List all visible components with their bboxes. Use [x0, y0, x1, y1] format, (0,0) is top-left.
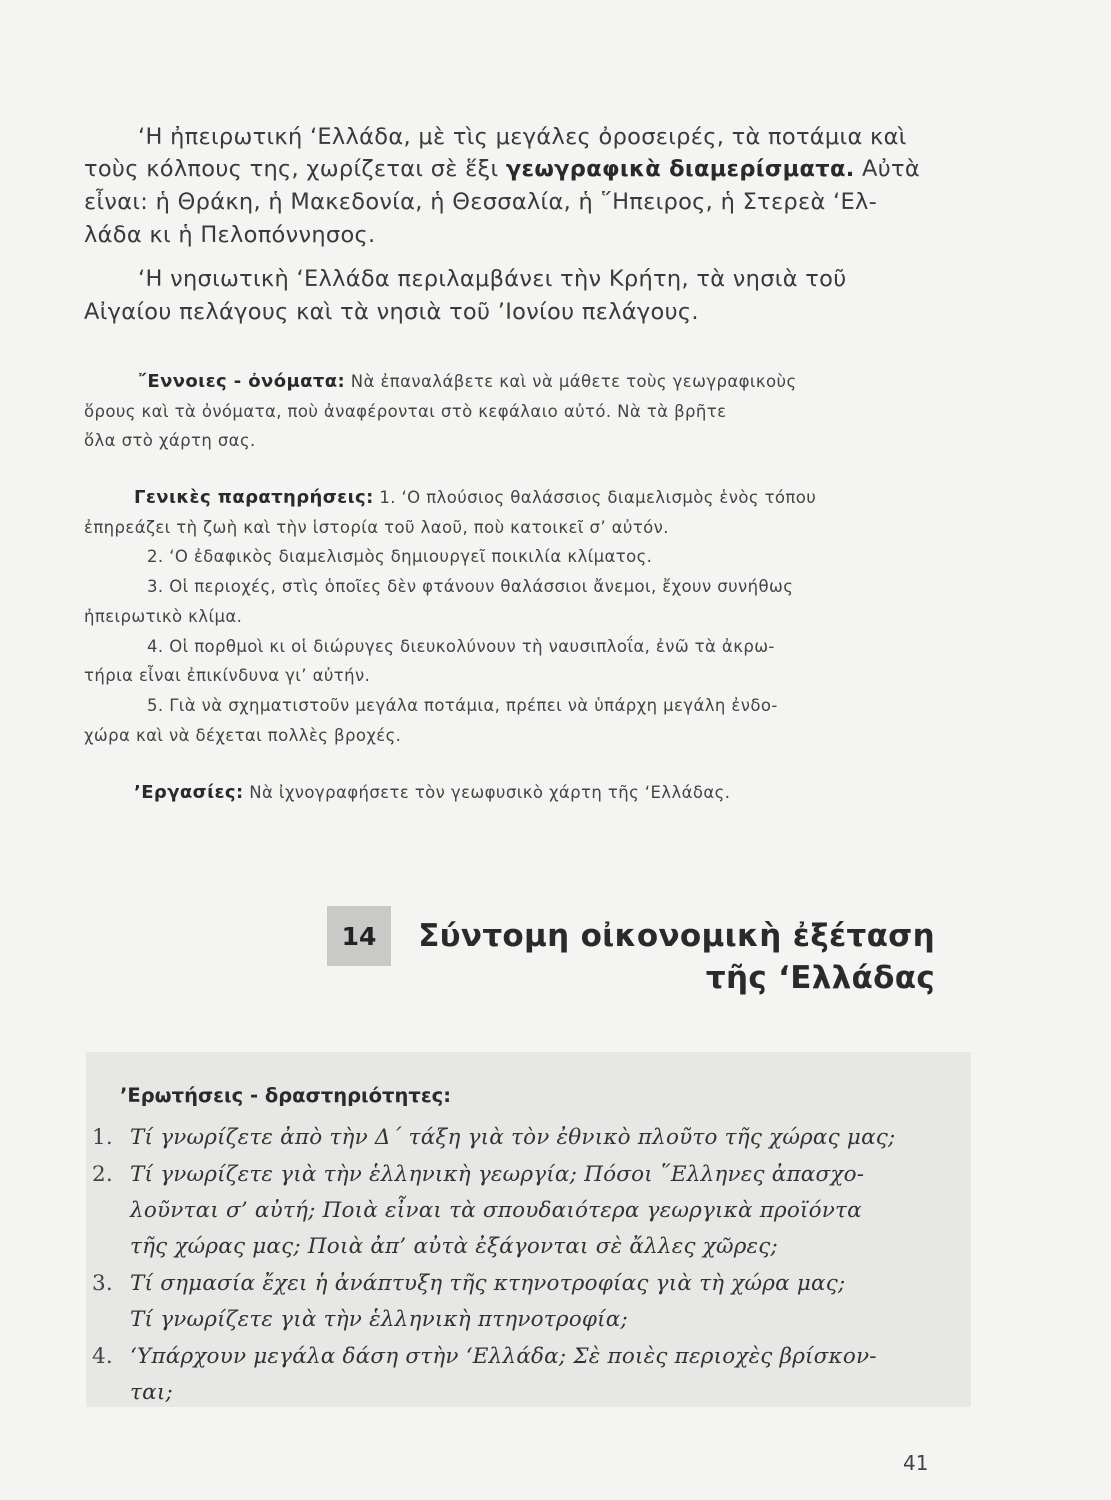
question-1 [92, 1125, 895, 1150]
page-number: 41 [903, 1451, 929, 1475]
question-2 [92, 1162, 864, 1187]
general-line-8: 5. Γιὰ νὰ σχηματιστοῦν μεγάλα ποτάμια, πρέπει νὰ ὑπάρχη μεγάλη ἐνδο- [147, 696, 778, 715]
chapter-number: 14 [327, 906, 391, 966]
intro-line-6: Αἰγαίου πελάγους καὶ τὰ νησιὰ τοῦ ’Ιονίου πελάγους. [84, 299, 699, 325]
intro-line-3: εἶναι: ἡ Θράκη, ἡ Μακεδονία, ἡ Θεσσαλία, ἡ ῞Ηπειρος, ἡ Στερεὰ ‘Ελ- [84, 189, 878, 215]
concepts-line-2: ὅρους καὶ τὰ ὀνόματα, ποὺ ἀναφέρονται στὸ κεφάλαιο αὐτό. Νὰ τὰ βρῆτε [84, 402, 727, 421]
question-3-number: 3. [92, 1271, 113, 1296]
questions-heading: ’Ερωτήσεις - δραστηριότητες: [120, 1084, 452, 1107]
general-line-1 [134, 487, 816, 508]
general-line-2: ἐπηρεάζει τὴ ζωὴ καὶ τὴν ἱστορία τοῦ λαοῦ, ποὺ κατοικεῖ σ’ αὐτόν. [84, 518, 669, 537]
general-line-3: 2. ‘Ο ἐδαφικὸς διαμελισμὸς δημιουργεῖ ποικιλία κλίματος. [147, 547, 653, 566]
tasks-label: ’Εργασίες: [134, 782, 244, 803]
general-line-5: ἠπειρωτικὸ κλίμα. [84, 607, 243, 626]
tasks-line [134, 782, 730, 803]
question-2-number: 2. [92, 1162, 113, 1187]
tasks-text: Νὰ ἰχνογραφήσετε τὸν γεωφυσικὸ χάρτη τῆς ‘Ελλάδας. [243, 783, 731, 802]
chapter-title-line-1: Σύντομη οἰκονομικὴ ἐξέταση [418, 918, 935, 954]
bold-term: γεωγραφικὰ διαμερίσματα. [505, 156, 855, 182]
question-1-number: 1. [92, 1125, 113, 1150]
question-3-line-1: Τί σημασία ἔχει ἡ ἀνάπτυξη τῆς κτηνοτροφίας γιὰ τὴ χώρα μας; [130, 1271, 846, 1296]
intro-line-2 [84, 156, 920, 182]
concepts-label: ῎Εννοιες - ὀνόματα: [138, 371, 346, 392]
intro-line-5: ‘Η νησιωτικὴ ‘Ελλάδα περιλαμβάνει τὴν Κρήτη, τὰ νησιὰ τοῦ [138, 266, 847, 292]
question-2-line-1: Τί γνωρίζετε γιὰ τὴν ἑλληνικὴ γεωργία; Πόσοι ῞Ελληνες ἀπασχο- [130, 1162, 865, 1187]
question-2-line-3: τῆς χώρας μας; Ποιὰ ἀπ’ αὐτὰ ἐξάγονται σὲ ἄλλες χῶρες; [130, 1234, 778, 1259]
general-line-9: χώρα καὶ νὰ δέχεται πολλὲς βροχές. [84, 726, 402, 745]
question-3-line-2: Τί γνωρίζετε γιὰ τὴν ἑλληνικὴ πτηνοτροφία; [130, 1307, 628, 1332]
concepts-text-1: Νὰ ἐπαναλάβετε καὶ νὰ μάθετε τοὺς γεωγραφικοὺς [345, 372, 797, 391]
general-line-7: τήρια εἶναι ἐπικίνδυνα γι’ αὐτήν. [84, 666, 371, 685]
question-4-line-2: ται; [130, 1380, 173, 1405]
intro-line-4: λάδα κι ἡ Πελοπόννησος. [84, 222, 376, 248]
question-1-line-1: Τί γνωρίζετε ἀπὸ τὴν Δ΄ τάξη γιὰ τὸν ἐθνικὸ πλοῦτο τῆς χώρας μας; [130, 1125, 896, 1150]
question-4-number: 4. [92, 1344, 113, 1369]
intro-line-2-after: Αὐτὰ [854, 156, 921, 182]
general-line-6: 4. Οἱ πορθμοὶ κι οἱ διώρυγες διευκολύνουν τὴ ναυσιπλοΐα, ἐνῶ τὰ ἀκρω- [147, 637, 775, 656]
intro-line-2-text: τοὺς κόλπους της, χωρίζεται σὲ ἕξι [84, 156, 499, 182]
chapter-title-line-2: τῆς ‘Ελλάδας [705, 960, 935, 996]
concepts-line-1 [138, 371, 797, 392]
general-text-1: 1. ‘Ο πλούσιος θαλάσσιος διαμελισμὸς ἑνὸς τόπου [373, 488, 817, 507]
general-label: Γενικὲς παρατηρήσεις: [134, 487, 374, 508]
question-4-line-1: ‘Υπάρχουν μεγάλα δάση στὴν ‘Ελλάδα; Σὲ ποιὲς περιοχὲς βρίσκον- [130, 1344, 877, 1369]
general-line-4: 3. Οἱ περιοχές, στὶς ὁποῖες δὲν φτάνουν θαλάσσιοι ἄνεμοι, ἔχουν συνήθως [147, 577, 794, 596]
question-3 [92, 1271, 845, 1296]
question-4 [92, 1344, 877, 1369]
intro-line-1: ‘Η ἠπειρωτική ‘Ελλάδα, μὲ τὶς μεγάλες ὀροσειρές, τὰ ποτάμια καὶ [138, 124, 907, 150]
concepts-line-3: ὅλα στὸ χάρτη σας. [84, 431, 256, 450]
question-2-line-2: λοῦνται σ’ αὐτή; Ποιὰ εἶναι τὰ σπουδαιότερα γεωργικὰ προϊόντα [130, 1198, 862, 1223]
